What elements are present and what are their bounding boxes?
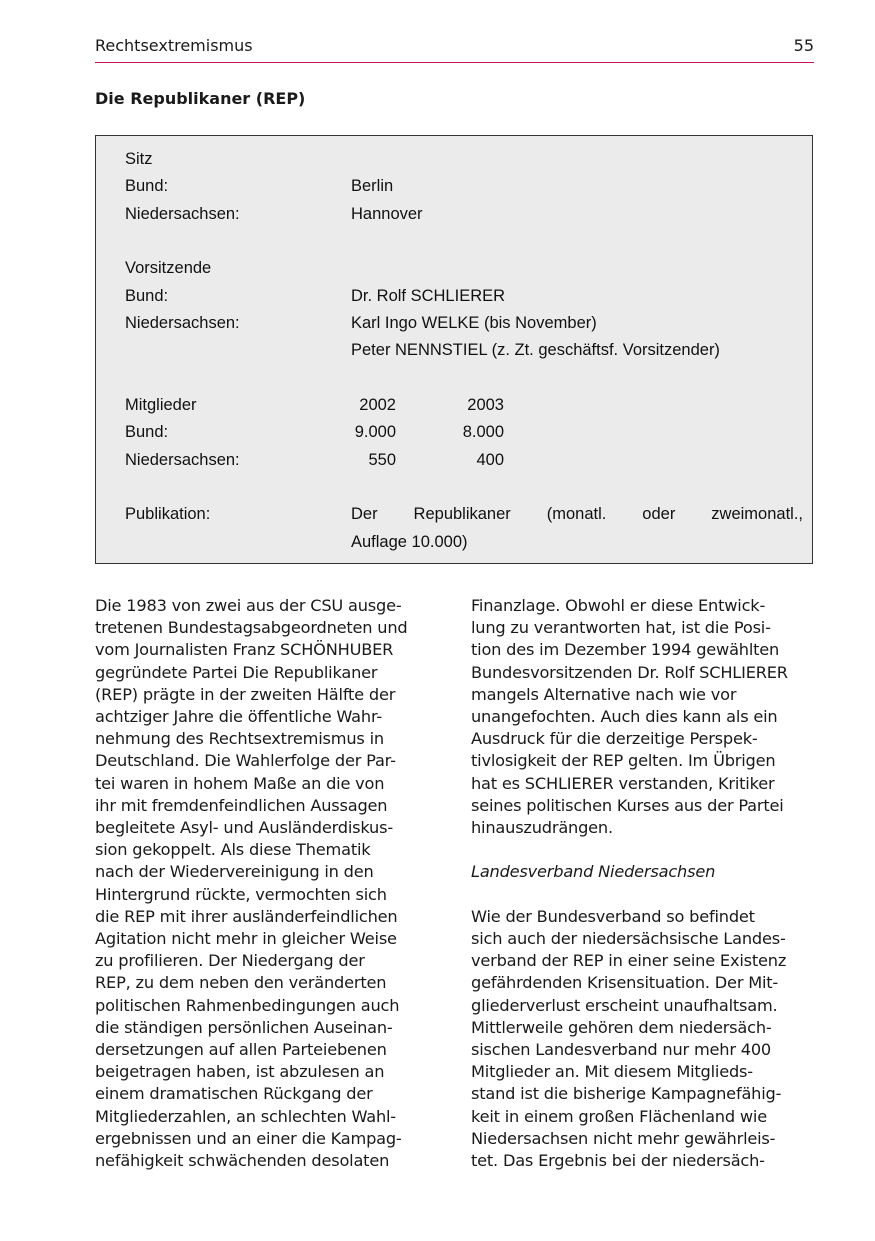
mit-bund-2002: 9.000 — [354, 423, 396, 441]
publikation-word: Der — [351, 505, 378, 523]
text-line: Die 1983 von zwei aus der CSU ausge- — [95, 596, 402, 615]
text-line: lung zu verantworten hat, ist die Posi- — [471, 618, 771, 638]
vors-nds-value-2: Peter NENNSTIEL (z. Zt. geschäftsf. Vorsitzender) — [351, 341, 720, 359]
running-header — [95, 34, 814, 63]
vorsitzende-label: Vorsitzende — [125, 259, 212, 277]
text-line: die REP mit ihrer ausländerfeindlichen — [95, 906, 398, 926]
text-line: Hintergrund rückte, vermochten sich — [95, 884, 387, 904]
text-line: nach der Wiedervereinigung in den — [95, 862, 374, 882]
sitz-bund-label: Bund: — [125, 177, 169, 195]
section-title: Die Republikaner (REP) — [95, 89, 306, 108]
text-line: die ständigen persönlichen Auseinan- — [95, 1017, 393, 1037]
text-line: verband der REP in einer seine Existenz — [471, 951, 787, 971]
body-column-left — [95, 595, 440, 1172]
sitz-nds-value: Hannover — [351, 205, 423, 223]
text-line: nehmung des Rechtsextremismus in — [95, 729, 384, 749]
text-line: Mitglieder an. Mit diesem Mitglieds- — [471, 1062, 753, 1082]
text-line: einem dramatischen Rückgang der — [95, 1084, 373, 1104]
text-line: Niedersachsen nicht mehr gewährleis- — [471, 1128, 776, 1148]
text-line: tivlosigkeit der REP gelten. Im Übrigen — [471, 751, 776, 771]
text-line: dersetzungen auf allen Parteiebenen — [95, 1040, 387, 1060]
text-line: mangels Alternative nach wie vor — [471, 684, 737, 704]
paragraph-gap — [471, 884, 816, 906]
text-line: nefähigkeit schwächenden desolaten — [95, 1151, 390, 1171]
subheading: Landesverband Niedersachsen — [471, 862, 716, 882]
page-number: 55 — [793, 36, 814, 55]
text-line: vom Journalisten Franz SCHÖNHUBER — [95, 640, 394, 660]
text-line: sich auch der niedersächsische Landes- — [471, 929, 786, 949]
text-line: sischen Landesverband nur mehr 400 — [471, 1040, 772, 1060]
text-line: Mitgliederzahlen, an schlechten Wahl- — [95, 1106, 396, 1126]
text-line: Deutschland. Die Wahlerfolge der Par- — [95, 751, 396, 771]
mit-nds-label: Niedersachsen: — [125, 451, 240, 469]
body-column-right — [471, 595, 816, 1172]
text-line: (REP) prägte in der zweiten Hälfte der — [95, 684, 396, 704]
text-line: tei waren in hohem Maße an die von — [95, 773, 385, 793]
publikation-word: (monatl. — [546, 505, 607, 523]
vors-nds-value-1: Karl Ingo WELKE (bis November) — [351, 314, 597, 332]
text-line: begleitete Asyl- und Ausländerdiskus- — [95, 818, 393, 838]
publikation-word: Republikaner — [413, 505, 511, 523]
running-header-title: Rechtsextremismus — [95, 36, 253, 55]
text-line: Agitation nicht mehr in gleicher Weise — [95, 929, 397, 949]
publikation-word: oder — [642, 505, 676, 523]
vors-nds-label: Niedersachsen: — [125, 314, 240, 332]
text-line: achtziger Jahre die öffentliche Wahr- — [95, 707, 383, 727]
year-2003: 2003 — [467, 396, 504, 414]
text-line: unangefochten. Auch dies kann als ein — [471, 707, 778, 727]
text-line: tion des im Dezember 1994 gewählten — [471, 640, 780, 660]
party-info-box — [95, 135, 813, 564]
mit-nds-2003: 400 — [476, 451, 504, 469]
text-line: Bundesvorsitzenden Dr. Rolf SCHLIERER — [471, 662, 788, 682]
mitglieder-label: Mitglieder — [125, 396, 197, 414]
text-line: zu profilieren. Der Niedergang der — [95, 951, 365, 971]
sitz-nds-label: Niedersachsen: — [125, 205, 240, 223]
sitz-label: Sitz — [125, 150, 153, 168]
text-line: ihr mit fremdenfeindlichen Aussagen — [95, 795, 388, 815]
text-line: tretenen Bundestagsabgeordneten und — [95, 618, 408, 638]
text-line: beigetragen haben, ist abzulesen an — [95, 1062, 385, 1082]
year-2002: 2002 — [359, 396, 396, 414]
sitz-bund-value: Berlin — [351, 177, 394, 195]
publikation-word: zweimonatl., — [711, 505, 803, 523]
paragraph-gap — [471, 839, 816, 861]
text-line: ergebnissen und an einer die Kampag- — [95, 1128, 402, 1148]
text-line: seines politischen Kurses aus der Partei — [471, 795, 784, 815]
publikation-label: Publikation: — [125, 505, 211, 523]
publikation-line-2: Auflage 10.000) — [351, 533, 468, 551]
text-line: keit in einem großen Flächenland wie — [471, 1106, 767, 1126]
text-line: sion gekoppelt. Als diese Thematik — [95, 840, 371, 860]
text-line: tet. Das Ergebnis bei der niedersäch- — [471, 1151, 765, 1171]
text-line: stand ist die bisherige Kampagnefähig- — [471, 1084, 782, 1104]
text-line: Ausdruck für die derzeitige Perspek- — [471, 729, 758, 749]
publikation-line-1 — [351, 505, 803, 524]
mit-bund-label: Bund: — [125, 423, 169, 441]
text-line: hinauszudrängen. — [471, 818, 613, 838]
text-line: REP, zu dem neben den veränderten — [95, 973, 387, 993]
text-line: politischen Rahmenbedingungen auch — [95, 995, 400, 1015]
text-line: gefährdenden Krisensituation. Der Mit- — [471, 973, 779, 993]
text-line: gliederverlust erscheint unaufhaltsam. — [471, 995, 778, 1015]
mit-bund-2003: 8.000 — [462, 423, 504, 441]
text-line: Wie der Bundesverband so befindet — [471, 906, 755, 926]
text-line: gegründete Partei Die Republikaner — [95, 662, 378, 682]
mit-nds-2002: 550 — [368, 451, 396, 469]
text-line: Mittlerweile gehören dem niedersäch- — [471, 1017, 772, 1037]
vors-bund-value: Dr. Rolf SCHLIERER — [351, 287, 506, 305]
vors-bund-label: Bund: — [125, 287, 169, 305]
text-line: hat es SCHLIERER verstanden, Kritiker — [471, 773, 775, 793]
text-line: Finanzlage. Obwohl er diese Entwick- — [471, 596, 766, 615]
